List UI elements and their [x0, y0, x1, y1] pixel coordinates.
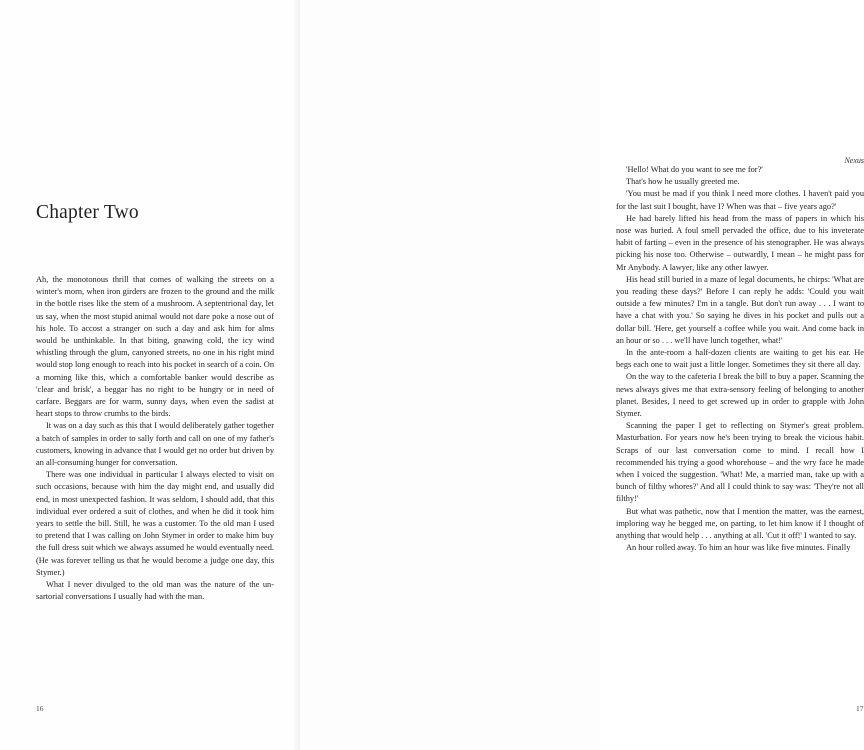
left-page-body — [36, 274, 274, 603]
right-page-body — [616, 164, 864, 555]
paragraph: An hour rolled away. To him an hour was like five minutes. Finally — [626, 543, 851, 553]
running-head: Nexus — [844, 156, 864, 165]
paragraph: 'Hello! What do you want to see me for?' — [626, 165, 763, 174]
paragraph: Scanning the paper I get to reflecting on Stymer's great problem. Masturbation. For years now he's been trying to break the vicious habit. Scraps of our last conversation come to mind. I recall how I recommended his trying a good whorehouse – and the wry face he made when I voiced the suggestion. 'What! Me, a married man, take up with a bunch of filthy whores?' And all I could think to say was: 'They're not all filthy!' — [616, 421, 864, 504]
paragraph: In the ante-room a half-dozen clients are waiting to get his ear. He begs each one to wait just a little longer. Sometimes they sit there all day. — [616, 348, 864, 370]
paragraph: Ah, the monotonous thrill that comes of walking the streets on a winter's morn, when iron girders are frozen to the ground and the milk in the bottle rises like the stem of a mushroom. A septentrional day, let us say, when the most stupid animal would not dare poke a nose out of his hole. To accost a stranger on such a day and ask him for alms would be unthinkable. In that biting, gnawing cold, the icy wind whistling through the glum, canyoned streets, no one in his right mind would stop long enough to reach into his pocket in search of a coin. On a morning like this, which a comfortable banker would describe as 'clear and brisk', a beggar has no right to be hungry or in need of carfare. Beggars are for warm, sunny days, when even the sadist at heart stops to throw crumbs to the birds. — [36, 275, 274, 419]
paragraph: But what was pathetic, now that I mention the matter, was the earnest, imploring way he begged me, on parting, to let him know if I thought of anything that would help . . . anything at all. 'Cut it off!' I wanted to say. — [616, 506, 864, 541]
page-number-left: 16 — [36, 704, 44, 713]
paragraph: That's how he usually greeted me. — [626, 177, 740, 187]
paragraph: 'You must be mad if you think I need more clothes. I haven't paid you for the last suit I bought, have I? When was that – five years ago?' — [616, 189, 864, 211]
page-number-right: 17 — [856, 704, 864, 713]
paragraph: There was one individual in particular I always elected to visit on such occasions, because with him the day might end, and usually did end, in most unexpected fashion. It was seldom, I should add, that this individual ever ordered a suit of clothes, and when he did it took him years to settle the bill. Still, he was a customer. To the old man I used to pretend that I was calling on John Stymer in order to make him buy the full dress suit which we always assumed he would eventually need. (He was forever telling us that he would become a judge one day, this Stymer.) — [36, 470, 274, 577]
paragraph: What I never divulged to the old man was the nature of the un-sartorial conversations I usually had with the man. — [36, 580, 274, 602]
right-page — [300, 0, 864, 750]
left-page — [0, 0, 300, 750]
paragraph: On the way to the cafeteria I break the bill to buy a paper. Scanning the news always gives me that extra-sensory feeling of belonging to another planet. Besides, I need to get screwed up in order to grapple with John Stymer. — [616, 372, 864, 419]
paragraph: His head still buried in a maze of legal documents, he chirps: 'What are you reading these days?' Before I can reply he adds: 'Could you wait outside a few minutes? I'm in a tangle. But don't run away . . . I want to have a chat with you.' So saying he dives in his pocket and pulls out a dollar bill. 'Here, get yourself a coffee while you wait. And come back in an hour or so . . . we'll have lunch together, what!' — [616, 274, 864, 345]
paragraph: He had barely lifted his head from the mass of papers in which his nose was buried. A foul smell pervaded the office, due to his inveterate habit of farting – even in the presence of his stenographer. He was always picking his nose too. Otherwise – outwardly, I mean – he might pass for Mr Anybody. A lawyer, like any other lawyer. — [616, 213, 864, 272]
paragraph: It was on a day such as this that I would deliberately gather together a batch of samples in order to sally forth and call on one of my father's customers, knowing in advance that I would get no order but driven by an all-consuming hunger for conversation. — [36, 421, 274, 468]
chapter-title: Chapter Two — [36, 202, 139, 223]
